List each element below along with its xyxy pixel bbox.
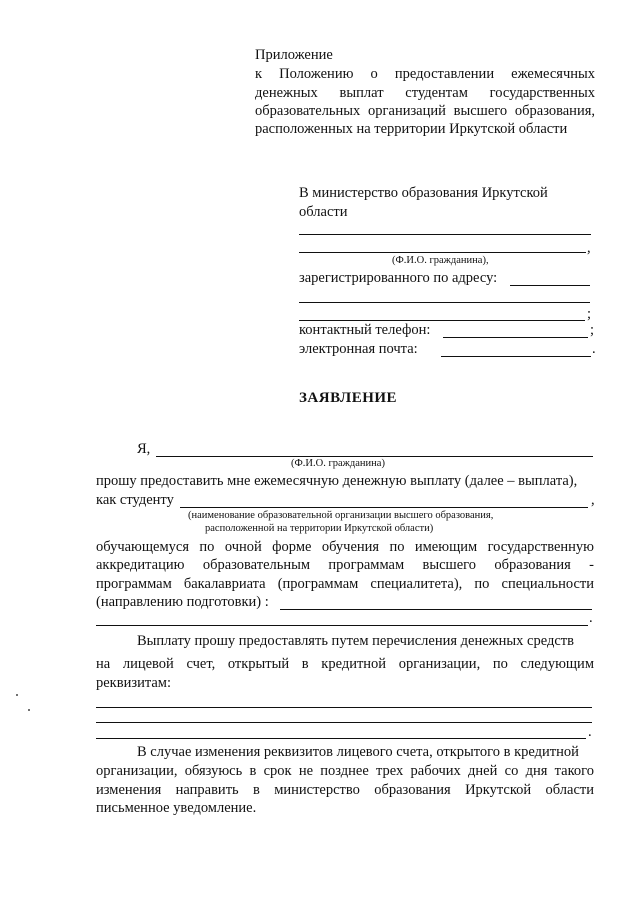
requisites-field-1[interactable] <box>96 707 592 708</box>
registered-address-field-2[interactable] <box>299 302 590 303</box>
specialty-period: . <box>589 610 593 626</box>
addressee-line-2: области <box>299 204 348 220</box>
applicant-fio-field[interactable] <box>156 456 593 457</box>
requisites-field-3[interactable] <box>96 738 586 739</box>
requisites-field-2[interactable] <box>96 722 592 723</box>
email-period: . <box>592 341 596 357</box>
email-field[interactable] <box>441 356 591 357</box>
change-line-1: В случае изменения реквизитов лицевого счета, открытого в кредитной <box>137 744 579 760</box>
study-line-4: (направлению подготовки) : <box>96 594 269 610</box>
change-line-4: письменное уведомление. <box>96 800 257 816</box>
change-line-2: организации, обязуюсь в срок не позднее трех рабочих дней со дня такого <box>96 763 594 779</box>
appendix-heading: Приложение <box>255 47 333 63</box>
request-line: прошу предоставить мне ежемесячную денежную выплату (далее – выплата), <box>96 473 578 489</box>
requisites-period: . <box>588 724 592 740</box>
addressee-comma: , <box>587 240 591 256</box>
addressee-fio-caption: (Ф.И.О. гражданина), <box>392 255 489 266</box>
address-semicolon: ; <box>587 306 592 322</box>
appendix-line-2: денежных выплат студентам государственных <box>255 85 595 101</box>
study-line-1: обучающемуся по очной форме обучения по имеющим государственную <box>96 539 594 555</box>
appendix-line-4: расположенных на территории Иркутской области <box>255 121 568 137</box>
appendix-line-3: образовательных организаций высшего образования, <box>255 103 595 119</box>
payment-line-2: на лицевой счет, открытый в кредитной организации, по следующим <box>96 656 594 672</box>
email-label: электронная почта: <box>299 341 418 357</box>
scan-speck <box>16 694 18 696</box>
organization-comma: , <box>591 492 595 508</box>
organization-caption-2: расположенной на территории Иркутской области) <box>205 523 434 534</box>
addressee-fio-line-1[interactable] <box>299 234 591 235</box>
addressee-fio-line-2[interactable] <box>299 252 586 253</box>
change-line-3: изменения направить в министерство образования Иркутской области <box>96 782 594 798</box>
registered-address-field-1[interactable] <box>510 285 590 286</box>
specialty-field-2[interactable] <box>96 625 588 626</box>
specialty-field-1[interactable] <box>280 609 592 610</box>
organization-field[interactable] <box>180 507 588 508</box>
registered-label: зарегистрированного по адресу: <box>299 270 498 286</box>
organization-caption-1: (наименование образовательной организации высшего образования, <box>188 510 494 521</box>
as-student-label: как студенту <box>96 492 174 508</box>
scan-speck <box>28 709 30 711</box>
applicant-fio-caption: (Ф.И.О. гражданина) <box>291 458 385 469</box>
phone-label: контактный телефон: <box>299 322 431 338</box>
appendix-line-1: к Положению о предоставлении ежемесячных <box>255 66 595 82</box>
registered-address-field-3[interactable] <box>299 320 585 321</box>
phone-field[interactable] <box>443 337 588 338</box>
addressee-line-1: В министерство образования Иркутской <box>299 185 548 201</box>
payment-line-3: реквизитам: <box>96 675 171 691</box>
payment-line-1: Выплату прошу предоставлять путем перечисления денежных средств <box>137 633 574 649</box>
study-line-3: программам бакалавриата (программам специалитета), по специальности <box>96 576 594 592</box>
phone-semicolon: ; <box>590 322 595 338</box>
i-label: Я, <box>137 441 151 457</box>
study-line-2: аккредитацию образовательным программам высшего образования - <box>96 557 594 573</box>
document-title: ЗАЯВЛЕНИЕ <box>299 390 398 406</box>
